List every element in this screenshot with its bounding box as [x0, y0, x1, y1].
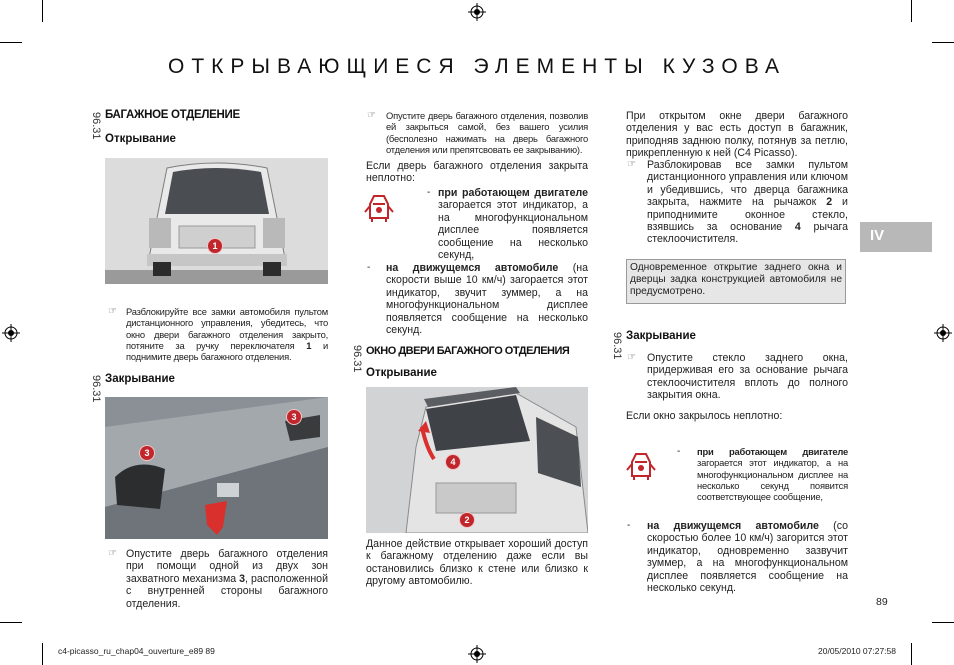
car-rear-illustration [105, 158, 328, 284]
subheading-open: Открывание [105, 133, 176, 145]
trunk-interior-photo [105, 397, 328, 539]
instruction-open: Разблокируйте все замки автомобиля пультом дистанционного управления, убедитесь, что окно двери багажного отделения закрыто, потяните за ручку переключателя 1 и поднимите дверь багажного отделения. [126, 306, 328, 363]
window-engine-running-text: при работающем двигателе загорается этот индикатор, а на многофункциональном дисплее на несколько секунд появится соответствующее сообщение, [697, 446, 848, 503]
footer-timestamp: 20/05/2010 07:27:58 [818, 646, 896, 656]
subheading-close: Закрывание [626, 330, 696, 342]
crop-mark [0, 622, 22, 623]
crop-mark [0, 42, 22, 43]
subheading-open: Открывание [366, 367, 437, 379]
trunk-photo [105, 158, 328, 284]
page-title: ОТКРЫВАЮЩИЕСЯ ЭЛЕМЕНТЫ КУЗОВА [167, 55, 787, 78]
crop-mark [42, 0, 43, 22]
section-code: 96.31 [90, 375, 102, 403]
register-mark-icon [468, 3, 486, 21]
callout-badge: 1 [207, 238, 223, 254]
rear-window-photo [366, 387, 588, 533]
subheading-close: Закрывание [105, 373, 175, 385]
footer-filename: c4-picasso_ru_chap04_ouverture_e89 89 [58, 646, 215, 656]
page-number: 89 [876, 596, 888, 608]
rear-window-illustration [366, 387, 588, 533]
section-heading: БАГАЖНОЕ ОТДЕЛЕНИЕ [105, 109, 240, 121]
chapter-tab-label: IV [870, 227, 885, 244]
list-dash: - [677, 446, 681, 457]
window-open-intro: При открытом окне двери багажного отделения у вас есть доступ в багажник, приподняв заднюю полку, потянув за петлю, прикрепленную к ней (C4 Picasso). [626, 110, 848, 160]
instruction-window-close: Опустите стекло заднего окна, придерживая его за основание рычага стеклоочистителя вплоть до полного закрытия окна. [647, 352, 848, 402]
section-code: 96.31 [611, 332, 623, 360]
crop-mark [911, 643, 912, 665]
instruction-window-open: Разблокировав все замки пультом дистанционного управления или ключом и убедившись, что дверца багажника закрыта, нажмите на рычажок 2 и приподнимите оконное стекло, взявшись за основание 4 рычага стеклоочистителя. [647, 159, 848, 246]
callout-badge: 3 [139, 445, 155, 461]
list-dash: - [627, 520, 631, 531]
window-caption: Данное действие открывает хороший доступ к багажному отделению даже если вы остановились близко к стене или близко к другому автомобилю. [366, 538, 588, 588]
section-code: 96.31 [90, 112, 102, 140]
list-dash: - [427, 187, 431, 198]
window-not-closed-text: Если окно закрылось неплотно: [626, 410, 783, 422]
crop-mark [932, 42, 954, 43]
instruction-close: Опустите дверь багажного отделения при помощи одной из двух зон захватного механизма 3, расположенной с внутренней стороны багажного отделения. [126, 548, 328, 610]
crop-mark [911, 0, 912, 22]
crop-mark [932, 622, 954, 623]
pointing-hand-icon: ☞ [108, 548, 117, 559]
open-door-warning-icon [364, 192, 394, 226]
not-closed-text: Если дверь багажного отделения закрыта неплотно: [366, 160, 588, 185]
engine-running-text: при работающем двигателе загорается этот индикатор, а на многофункциональном дисплее появляется сообщение на несколько секунд, [438, 187, 588, 262]
section-code: 96.31 [351, 345, 363, 373]
pointing-hand-icon: ☞ [627, 159, 636, 170]
chapter-tab [860, 222, 932, 252]
instruction-close-note: Опустите дверь багажного отделения, позволив ей закрыться самой, без вашего усилия (бесполезно нажимать на дверь багажного отделения или препятсвовать ее закрыванию). [386, 110, 588, 155]
window-vehicle-moving-text: на движущемся автомобиле (со скоростью более 10 км/ч) загорится этот индикатор, одновременно зазвучит зуммер, а на многофункциональном дисплее появляется сообщение на несколько секунд. [647, 520, 848, 595]
callout-badge: 3 [286, 409, 302, 425]
register-mark-icon [934, 324, 952, 342]
register-mark-icon [2, 324, 20, 342]
pointing-hand-icon: ☞ [367, 110, 376, 121]
pointing-hand-icon: ☞ [108, 306, 117, 317]
section-heading: ОКНО ДВЕРИ БАГАЖНОГО ОТДЕЛЕНИЯ [366, 345, 570, 357]
callout-badge: 4 [445, 454, 461, 470]
crop-mark [42, 643, 43, 665]
info-note: Одновременное открытие заднего окна и дверцы задка конструкцией автомобиля не предусмотрено. [626, 259, 846, 304]
register-mark-icon [468, 645, 486, 663]
pointing-hand-icon: ☞ [627, 352, 636, 363]
open-door-warning-icon [626, 450, 656, 484]
callout-badge: 2 [459, 512, 475, 528]
vehicle-moving-text: на движущемся автомобиле (на скорости выше 10 км/ч) загорается этот индикатор, звучит зуммер, а на многофункциональном дисплее появляется сообщение на несколько секунд. [386, 262, 588, 337]
list-dash: - [367, 262, 371, 273]
